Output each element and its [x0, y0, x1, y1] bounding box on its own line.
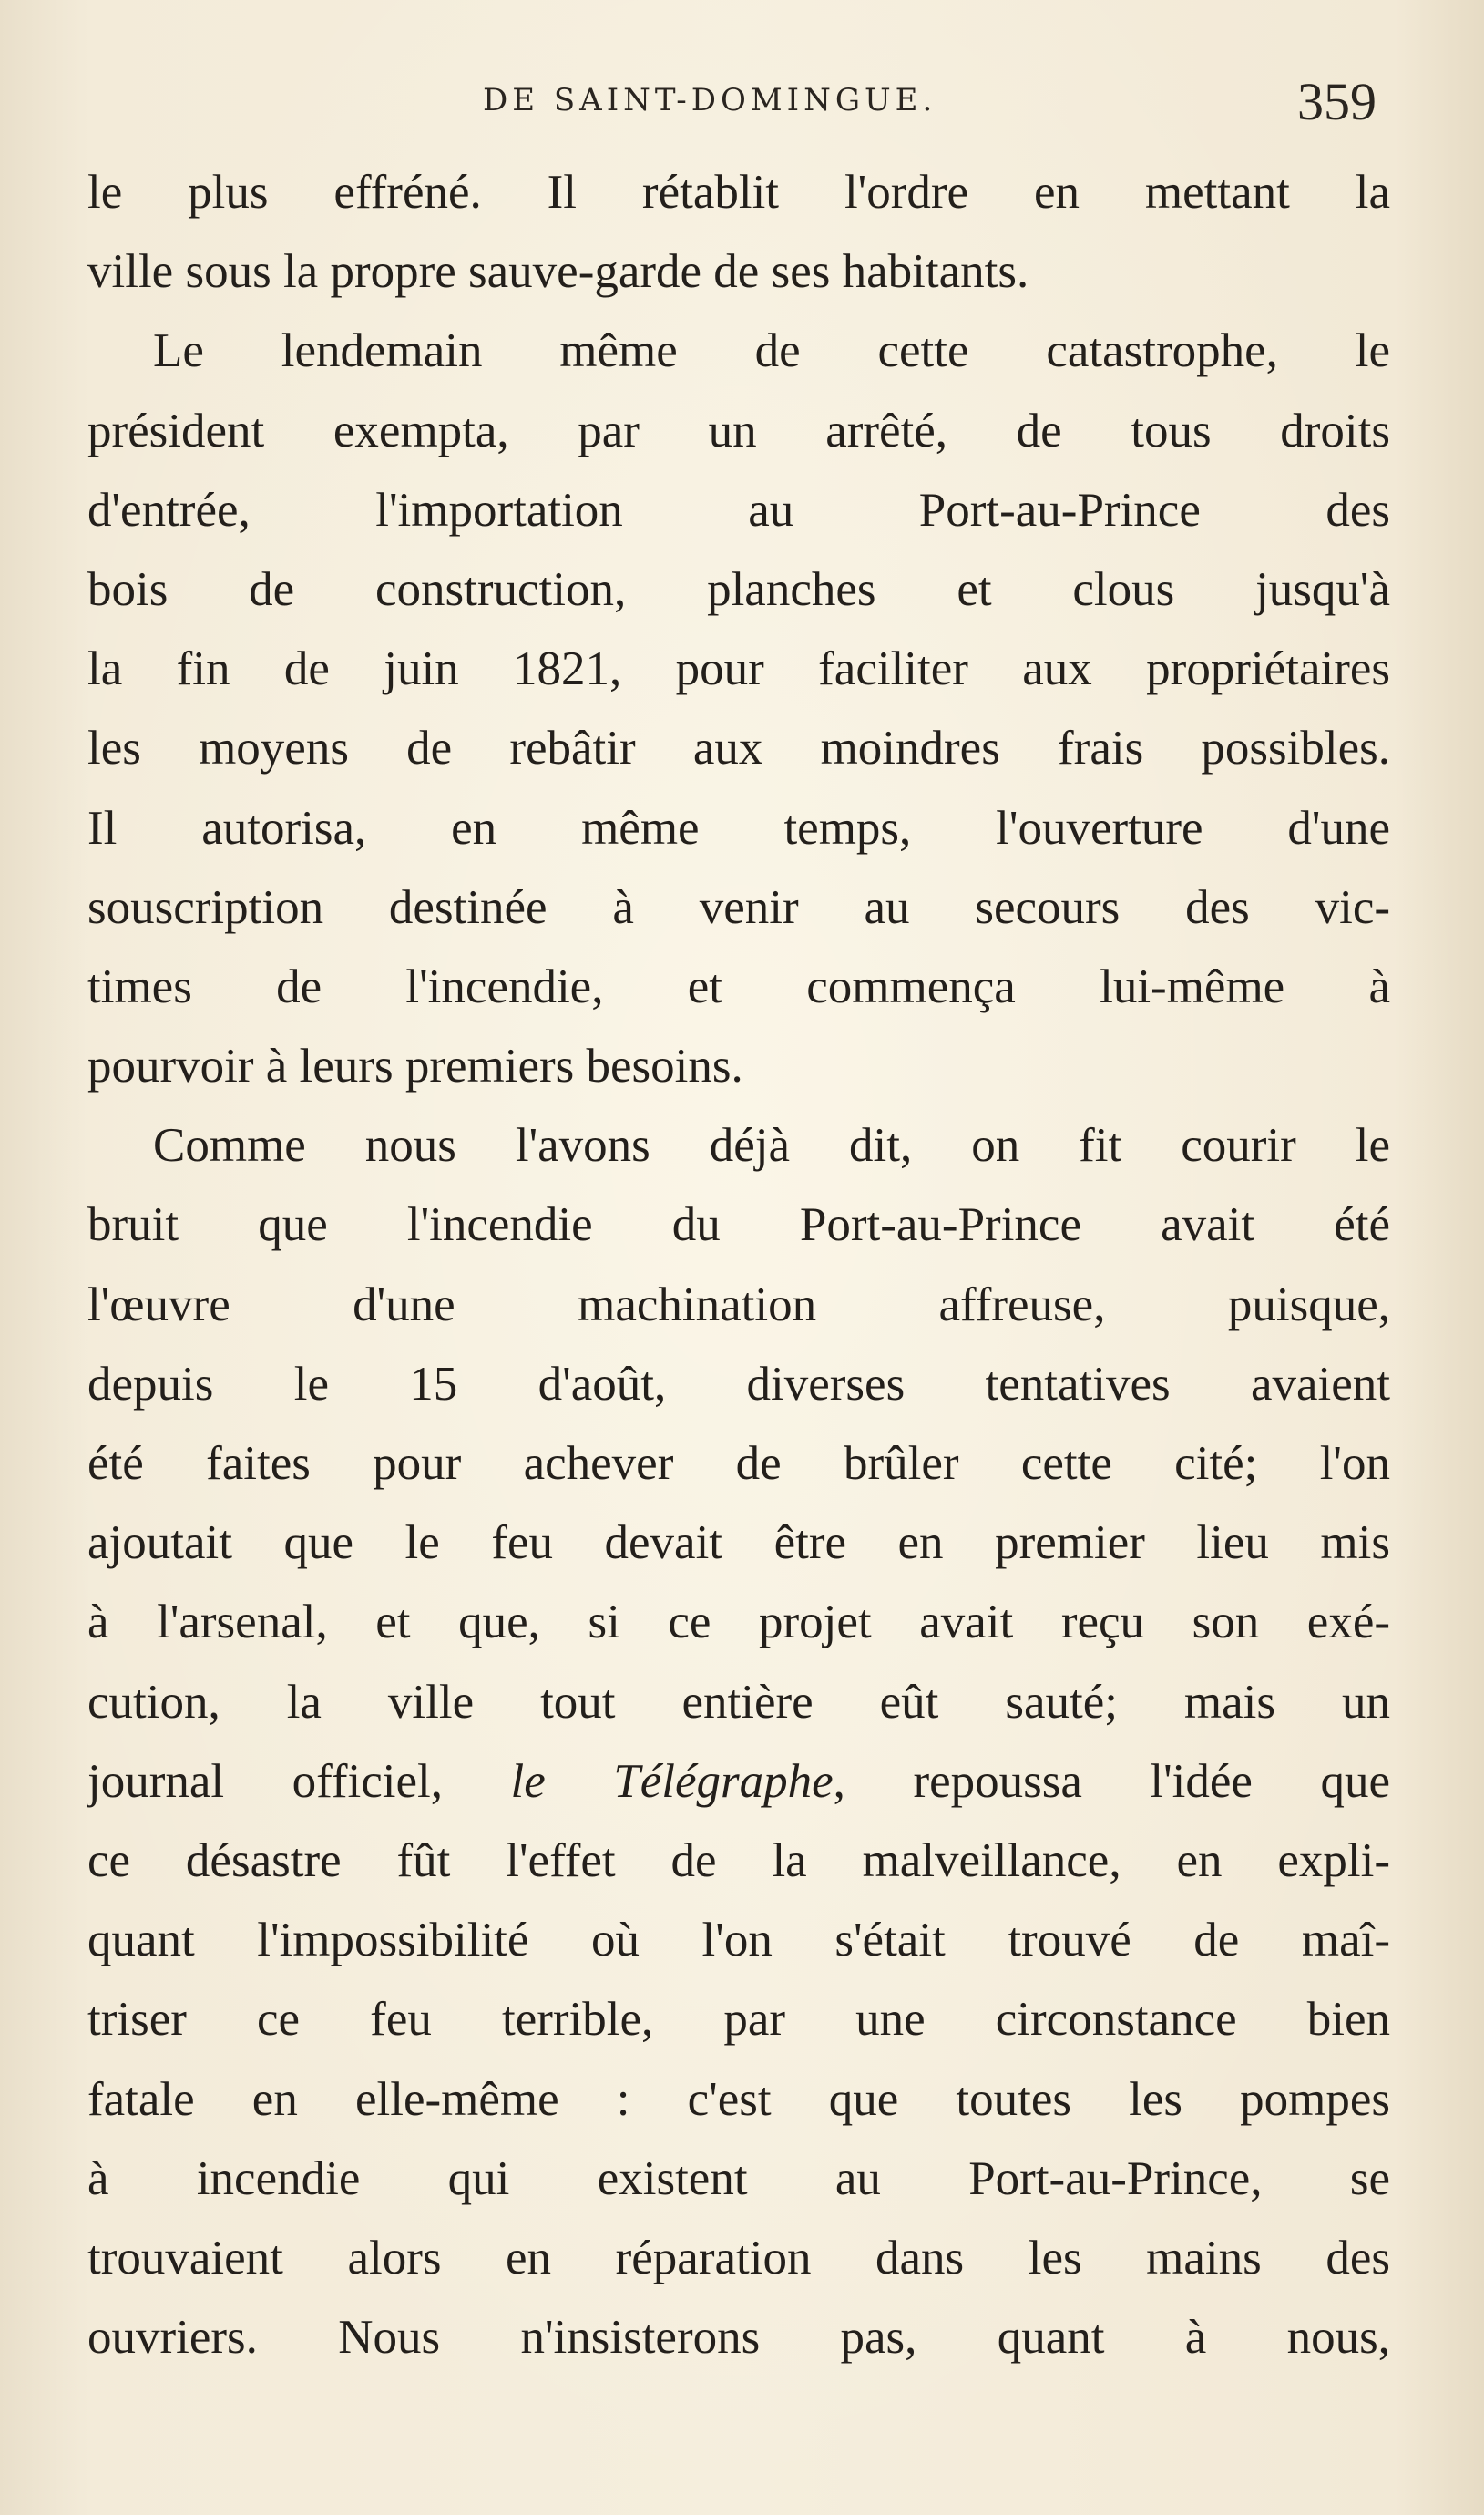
text-line: les moyens de rebâtir aux moindres frais possibles. [87, 722, 1390, 775]
page-header [0, 71, 1484, 144]
text-line: cution, la ville tout entière eût sauté; mais un [87, 1675, 1390, 1729]
text-line: l'œuvre d'une machination affreuse, puisque, [87, 1278, 1390, 1331]
paragraph-first-line: Comme nous l'avons déjà dit, on fit courir le [153, 1119, 1390, 1173]
text-line: pourvoir à leurs premiers besoins. [87, 1040, 743, 1093]
text-line: depuis le 15 d'août, diverses tentatives avaient [87, 1357, 1390, 1411]
text-line: président exempta, par un arrêté, de tous droits [87, 404, 1390, 457]
text-line: à incendie qui existent au Port-au-Prince, se [87, 2151, 1390, 2205]
body-text [87, 153, 1390, 2377]
text-line: ce désastre fût l'effet de la malveillance, en expli- [87, 1833, 1390, 1887]
running-head: DE SAINT-DOMINGUE. [483, 82, 937, 118]
text-line: trouvaient alors en réparation dans les mains des [87, 2231, 1390, 2284]
text-line: été faites pour achever de brûler cette cité; l'on [87, 1437, 1390, 1490]
text-line: le plus effréné. Il rétablit l'ordre en mettant la [87, 166, 1390, 219]
journal-title: le Télégraphe [510, 1754, 834, 1808]
text-line: ouvriers. Nous n'insisterons pas, quant à nous, [87, 2311, 1390, 2365]
text-line: bruit que l'incendie du Port-au-Prince avait été [87, 1198, 1390, 1252]
page-number: 359 [1297, 72, 1377, 131]
text-line: quant l'impossibilité où l'on s'était trouvé de maî- [87, 1914, 1390, 1967]
text-line: ville sous la propre sauve-garde de ses habitants. [87, 245, 1029, 299]
text-line: d'entrée, l'importation au Port-au-Prince des [87, 483, 1390, 537]
text-line-journal [87, 1742, 1390, 1822]
text-line: fatale en elle-même : c'est que toutes les pompes [87, 2072, 1390, 2126]
text-line: souscription destinée à venir au secours des vic- [87, 880, 1390, 934]
text-line: à l'arsenal, et que, si ce projet avait reçu son exé- [87, 1596, 1390, 1649]
text-line: ajoutait que le feu devait être en premier lieu mis [87, 1516, 1390, 1570]
text-line: times de l'incendie, et commença lui-même à [87, 960, 1390, 1013]
text-line: bois de construction, planches et clous jusqu'à [87, 562, 1390, 616]
journal-suffix: , repoussa l'idée que [833, 1754, 1390, 1808]
journal-prefix: journal officiel, [87, 1754, 443, 1808]
paragraph-first-line: Le lendemain même de cette catastrophe, le [153, 324, 1390, 378]
text-line: Il autorisa, en même temps, l'ouverture d'une [87, 801, 1390, 855]
text-line: triser ce feu terrible, par une circonstance bien [87, 1993, 1390, 2047]
text-line: la fin de juin 1821, pour faciliter aux propriétaires [87, 642, 1390, 696]
